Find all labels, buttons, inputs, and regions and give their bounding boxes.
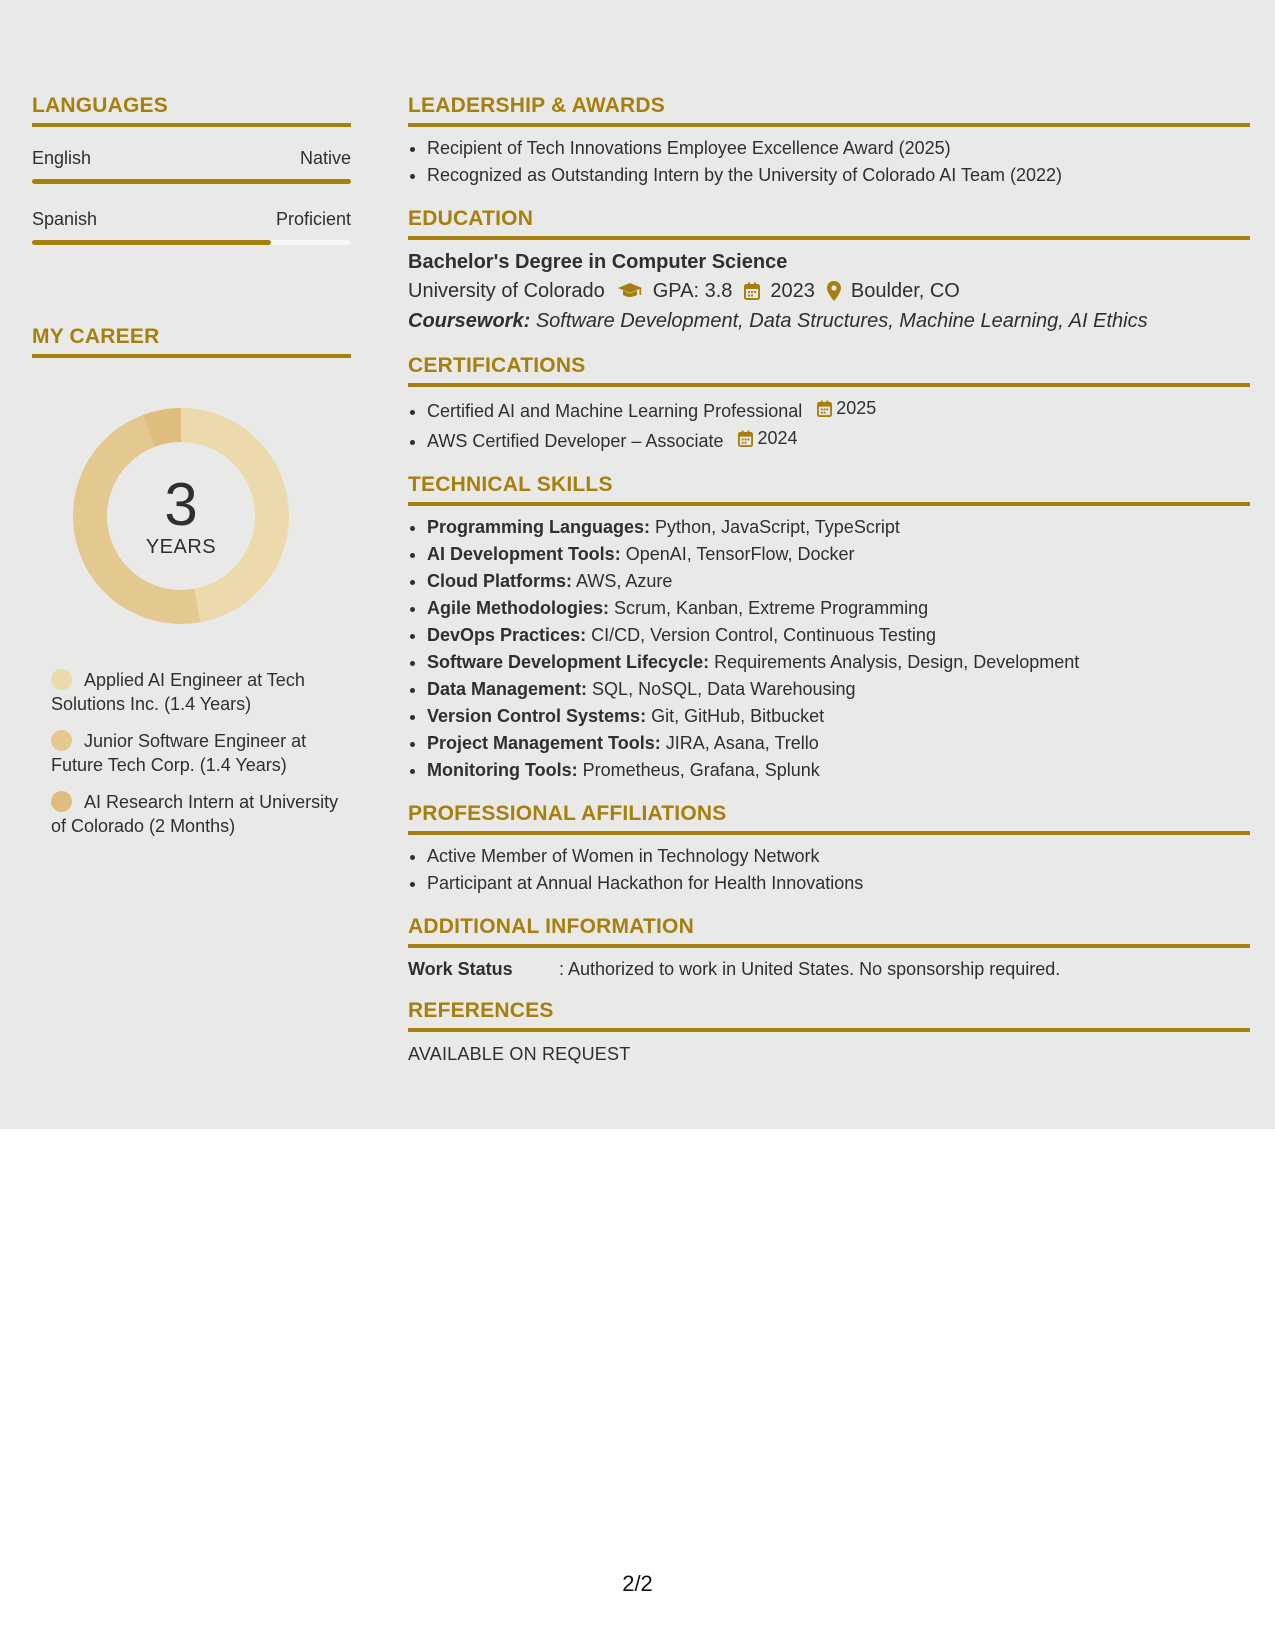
certifications-section <box>408 354 1250 455</box>
language-name: Spanish <box>32 209 98 229</box>
career-legend-item <box>51 729 341 777</box>
list-item <box>427 568 1250 595</box>
career-legend <box>51 668 341 838</box>
left-column <box>32 94 351 851</box>
skill-label: Programming Languages: <box>427 517 651 537</box>
skill-value: CI/CD, Version Control, Continuous Testing <box>591 625 936 645</box>
career-legend-label: Applied AI Engineer at Tech Solutions Inc. (1.4 Years) <box>51 670 305 714</box>
legend-dot <box>51 791 72 812</box>
list-item <box>427 425 1250 455</box>
language-proficiency-bar <box>32 240 351 245</box>
skill-label: Data Management: <box>427 679 588 699</box>
language-proficiency-bar <box>32 179 351 184</box>
graduation-cap-icon <box>617 282 643 300</box>
references-section <box>408 999 1250 1065</box>
calendar-icon <box>817 400 832 417</box>
certifications-title: CERTIFICATIONS <box>408 354 1250 387</box>
skill-value: Scrum, Kanban, Extreme Programming <box>614 598 929 618</box>
certification-name: Certified AI and Machine Learning Professional <box>427 401 803 421</box>
skill-label: Cloud Platforms: <box>427 571 573 591</box>
skill-value: Prometheus, Grafana, Splunk <box>582 760 820 780</box>
work-status-value: : Authorized to work in United States. No sponsorship required. <box>559 959 1061 979</box>
certifications-list <box>408 395 1250 455</box>
list-item: • Participant at Annual Hackathon for Health Innovations <box>427 870 1250 897</box>
list-item: • Recipient of Tech Innovations Employee Excellence Award (2025) <box>427 135 1250 162</box>
skill-label: Version Control Systems: <box>427 706 647 726</box>
list-item <box>427 395 1250 425</box>
list-item: • Active Member of Women in Technology Network <box>427 843 1250 870</box>
references-text: AVAILABLE ON REQUEST <box>408 1044 631 1064</box>
calendar-icon <box>738 430 753 447</box>
education-location: Boulder, CO <box>850 280 960 302</box>
page-number: 2/2 <box>622 1571 653 1596</box>
career-donut-chart <box>65 400 297 632</box>
skill-label: Software Development Lifecycle: <box>427 652 710 672</box>
career-legend-item <box>51 668 341 716</box>
skill-label: Monitoring Tools: <box>427 760 578 780</box>
language-proficiency-fill <box>32 240 271 245</box>
skill-value: Git, GitHub, Bitbucket <box>651 706 825 726</box>
education-year: 2023 <box>770 280 815 302</box>
additional-info-title: ADDITIONAL INFORMATION <box>408 915 1250 948</box>
leadership-title: LEADERSHIP & AWARDS <box>408 94 1250 127</box>
list-item <box>427 703 1250 730</box>
skill-value: Requirements Analysis, Design, Development <box>714 652 1080 672</box>
affiliations-title: PROFESSIONAL AFFILIATIONS <box>408 802 1250 835</box>
education-degree: Bachelor's Degree in Computer Science <box>408 251 788 273</box>
education-coursework <box>408 306 1250 336</box>
career-years-unit: YEARS <box>145 536 217 558</box>
skill-value: Python, JavaScript, TypeScript <box>655 517 900 537</box>
career-legend-label: AI Research Intern at University of Colorado (2 Months) <box>51 792 339 836</box>
list-item <box>427 622 1250 649</box>
legend-dot <box>51 730 72 751</box>
education-title: EDUCATION <box>408 207 1250 240</box>
calendar-icon <box>744 282 760 300</box>
skills-section <box>408 473 1250 784</box>
language-level: Proficient <box>275 209 351 229</box>
list-item <box>427 757 1250 784</box>
education-school: University of Colorado <box>408 280 605 302</box>
work-status-label: Work Status <box>408 959 513 979</box>
location-pin-icon <box>827 281 841 301</box>
references-title: REFERENCES <box>408 999 1250 1032</box>
list-item <box>427 595 1250 622</box>
career-title: MY CAREER <box>32 325 351 358</box>
coursework-label: Coursework: <box>408 310 531 332</box>
language-item-spanish <box>32 208 351 245</box>
skill-label: AI Development Tools: <box>427 544 621 564</box>
languages-title: LANGUAGES <box>32 94 351 127</box>
right-column <box>408 94 1250 1083</box>
skill-value: SQL, NoSQL, Data Warehousing <box>592 679 856 699</box>
list-item <box>427 649 1250 676</box>
affiliations-section <box>408 802 1250 897</box>
list-item <box>427 541 1250 568</box>
legend-dot <box>51 669 72 690</box>
leadership-list <box>408 135 1250 189</box>
language-item-english <box>32 147 351 184</box>
list-item <box>427 730 1250 757</box>
skills-list <box>408 514 1250 784</box>
certification-year: 2025 <box>836 398 877 418</box>
language-level: Native <box>299 148 351 168</box>
skill-value: JIRA, Asana, Trello <box>665 733 819 753</box>
list-item: • Recognized as Outstanding Intern by the University of Colorado AI Team (2022) <box>427 162 1250 189</box>
certification-year: 2024 <box>757 428 798 448</box>
education-section <box>408 207 1250 336</box>
certification-name: AWS Certified Developer – Associate <box>427 431 724 451</box>
career-legend-item <box>51 790 341 838</box>
coursework-value: Software Development, Data Structures, Machine Learning, AI Ethics <box>535 310 1148 332</box>
language-name: English <box>32 148 92 168</box>
education-gpa: GPA: 3.8 <box>652 280 733 302</box>
skills-title: TECHNICAL SKILLS <box>408 473 1250 506</box>
skill-label: DevOps Practices: <box>427 625 587 645</box>
skill-label: Agile Methodologies: <box>427 598 609 618</box>
skill-value: AWS, Azure <box>576 571 673 591</box>
donut-center-label <box>65 400 297 632</box>
career-section <box>32 325 351 838</box>
languages-section <box>32 94 351 245</box>
list-item <box>427 676 1250 703</box>
education-details <box>408 276 1250 306</box>
work-status-row <box>408 957 1250 981</box>
language-proficiency-fill <box>32 179 351 184</box>
career-total-years: 3 <box>164 471 198 538</box>
career-legend-label: Junior Software Engineer at Future Tech Corp. (1.4 Years) <box>51 731 307 775</box>
additional-info-section <box>408 915 1250 981</box>
skill-value: OpenAI, TensorFlow, Docker <box>625 544 855 564</box>
skill-label: Project Management Tools: <box>427 733 661 753</box>
affiliations-list <box>408 843 1250 897</box>
list-item <box>427 514 1250 541</box>
leadership-section <box>408 94 1250 189</box>
